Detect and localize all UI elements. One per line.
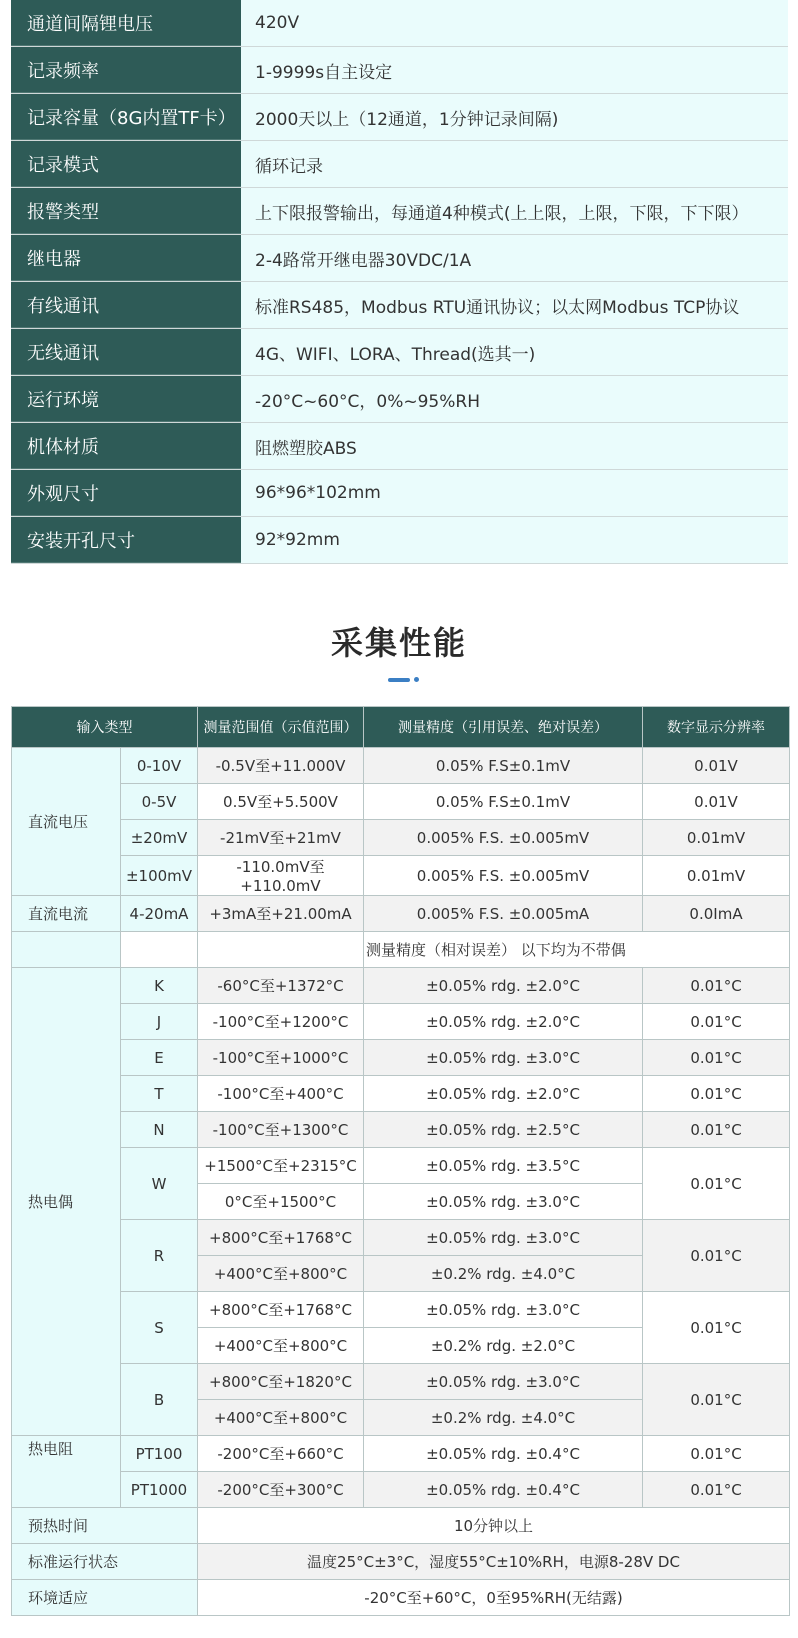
accuracy-cell: ±0.05% rdg. ±3.0°C bbox=[364, 1364, 643, 1400]
spec-row bbox=[11, 188, 788, 235]
title-underline bbox=[388, 678, 410, 682]
spec-value: 2000天以上（12通道，1分钟记录间隔) bbox=[241, 94, 788, 140]
table-row bbox=[12, 820, 790, 856]
spec-value: 标准RS485，Modbus RTU通讯协议；以太网Modbus TCP协议 bbox=[241, 282, 788, 328]
range-cell: -110.0mV至+110.0mV bbox=[198, 856, 364, 896]
sub-type: S bbox=[121, 1292, 198, 1364]
range-cell: +400°C至+800°C bbox=[198, 1256, 364, 1292]
accuracy-cell: 0.005% F.S. ±0.005mV bbox=[364, 820, 643, 856]
sub-type: PT100 bbox=[121, 1436, 198, 1472]
table-row bbox=[12, 784, 790, 820]
accuracy-cell: 0.005% F.S. ±0.005mV bbox=[364, 856, 643, 896]
spec-value: 4G、WIFI、LORA、Thread(选其一) bbox=[241, 329, 788, 375]
accuracy-cell: ±0.05% rdg. ±3.0°C bbox=[364, 1040, 643, 1076]
sub-type: J bbox=[121, 1004, 198, 1040]
accuracy-cell: ±0.05% rdg. ±3.0°C bbox=[364, 1220, 643, 1256]
spec-key: 记录频率 bbox=[11, 47, 241, 93]
empty-cell bbox=[198, 932, 364, 968]
table-row bbox=[12, 1220, 790, 1256]
spec-value: 1-9999s自主设定 bbox=[241, 47, 788, 93]
table-row bbox=[12, 1436, 790, 1472]
spec-key: 运行环境 bbox=[11, 376, 241, 422]
table-row bbox=[12, 896, 790, 932]
header-resolution: 数字显示分辨率 bbox=[643, 707, 790, 748]
spec-table bbox=[11, 0, 788, 564]
table-row bbox=[12, 1364, 790, 1400]
table-row bbox=[12, 748, 790, 784]
spec-row bbox=[11, 47, 788, 94]
category-dc-voltage: 直流电压 bbox=[12, 748, 121, 896]
table-row bbox=[12, 1472, 790, 1508]
accuracy-cell: ±0.05% rdg. ±2.0°C bbox=[364, 1076, 643, 1112]
table-row bbox=[12, 1580, 790, 1616]
resolution-cell: 0.01mV bbox=[643, 856, 790, 896]
label-standard-state: 标准运行状态 bbox=[12, 1544, 198, 1580]
label-preheat: 预热时间 bbox=[12, 1508, 198, 1544]
range-cell: -200°C至+660°C bbox=[198, 1436, 364, 1472]
table-header-row bbox=[12, 707, 790, 748]
performance-table bbox=[11, 706, 790, 1616]
resolution-cell: 0.01°C bbox=[643, 1148, 790, 1220]
range-cell: -100°C至+1000°C bbox=[198, 1040, 364, 1076]
resolution-cell: 0.01°C bbox=[643, 1040, 790, 1076]
header-accuracy: 测量精度（引用误差、绝对误差） bbox=[364, 707, 643, 748]
table-row bbox=[12, 1040, 790, 1076]
range-cell: +800°C至+1820°C bbox=[198, 1364, 364, 1400]
spec-row bbox=[11, 235, 788, 282]
table-row bbox=[12, 856, 790, 896]
range-cell: -60°C至+1372°C bbox=[198, 968, 364, 1004]
title-dot bbox=[414, 677, 419, 682]
category-thermocouple: 热电偶 bbox=[12, 968, 121, 1436]
range-cell: -200°C至+300°C bbox=[198, 1472, 364, 1508]
spec-key: 外观尺寸 bbox=[11, 470, 241, 516]
label-environment: 环境适应 bbox=[12, 1580, 198, 1616]
table-row bbox=[12, 1292, 790, 1328]
sub-type: B bbox=[121, 1364, 198, 1436]
resolution-cell: 0.01°C bbox=[643, 1364, 790, 1436]
spec-key: 记录模式 bbox=[11, 141, 241, 187]
sub-type: E bbox=[121, 1040, 198, 1076]
spec-value: 92*92mm bbox=[241, 517, 788, 563]
table-row bbox=[12, 1076, 790, 1112]
category-dc-current: 直流电流 bbox=[12, 896, 121, 932]
table-row bbox=[12, 1148, 790, 1184]
spec-row bbox=[11, 423, 788, 470]
resolution-cell: 0.01°C bbox=[643, 1004, 790, 1040]
accuracy-cell: ±0.05% rdg. ±2.5°C bbox=[364, 1112, 643, 1148]
accuracy-cell: ±0.2% rdg. ±2.0°C bbox=[364, 1328, 643, 1364]
accuracy-cell: ±0.2% rdg. ±4.0°C bbox=[364, 1400, 643, 1436]
range-cell: +1500°C至+2315°C bbox=[198, 1148, 364, 1184]
value-standard-state: 温度25°C±3°C，湿度55°C±10%RH，电源8-28V DC bbox=[198, 1544, 790, 1580]
range-cell: +800°C至+1768°C bbox=[198, 1220, 364, 1256]
resolution-cell: 0.01V bbox=[643, 748, 790, 784]
accuracy-cell: 0.05% F.S±0.1mV bbox=[364, 748, 643, 784]
accuracy-cell: ±0.05% rdg. ±3.5°C bbox=[364, 1148, 643, 1184]
spec-key: 继电器 bbox=[11, 235, 241, 281]
accuracy-cell: ±0.05% rdg. ±0.4°C bbox=[364, 1472, 643, 1508]
spec-key: 记录容量（8G内置TF卡） bbox=[11, 94, 241, 140]
sub-type: T bbox=[121, 1076, 198, 1112]
accuracy-cell: ±0.05% rdg. ±0.4°C bbox=[364, 1436, 643, 1472]
spec-value: 循环记录 bbox=[241, 141, 788, 187]
value-environment: -20°C至+60°C，0至95%RH(无结露) bbox=[198, 1580, 790, 1616]
accuracy-cell: ±0.2% rdg. ±4.0°C bbox=[364, 1256, 643, 1292]
range-cell: -21mV至+21mV bbox=[198, 820, 364, 856]
spec-key: 安装开孔尺寸 bbox=[11, 517, 241, 563]
accuracy-cell: 0.005% F.S. ±0.005mA bbox=[364, 896, 643, 932]
header-range: 测量范围值（示值范围） bbox=[198, 707, 364, 748]
header-input-type: 输入类型 bbox=[12, 707, 198, 748]
sub-type: R bbox=[121, 1220, 198, 1292]
range-cell: -100°C至+1200°C bbox=[198, 1004, 364, 1040]
range-cell: 0°C至+1500°C bbox=[198, 1184, 364, 1220]
range-cell: -100°C至+1300°C bbox=[198, 1112, 364, 1148]
accuracy-cell: ±0.05% rdg. ±2.0°C bbox=[364, 1004, 643, 1040]
spec-value: 上下限报警输出，每通道4种模式(上上限，上限，下限，下下限） bbox=[241, 188, 788, 234]
accuracy-cell: ±0.05% rdg. ±3.0°C bbox=[364, 1292, 643, 1328]
resolution-cell: 0.01°C bbox=[643, 1436, 790, 1472]
accuracy-cell: ±0.05% rdg. ±3.0°C bbox=[364, 1184, 643, 1220]
resolution-cell: 0.01mV bbox=[643, 820, 790, 856]
sub-type: N bbox=[121, 1112, 198, 1148]
spec-value: -20°C~60°C，0%~95%RH bbox=[241, 376, 788, 422]
sub-type: K bbox=[121, 968, 198, 1004]
spec-key: 有线通讯 bbox=[11, 282, 241, 328]
range-cell: +400°C至+800°C bbox=[198, 1400, 364, 1436]
sub-type: 0-5V bbox=[121, 784, 198, 820]
range-cell: 0.5V至+5.500V bbox=[198, 784, 364, 820]
spec-row bbox=[11, 0, 788, 47]
resolution-cell: 0.01°C bbox=[643, 1220, 790, 1292]
spec-key: 机体材质 bbox=[11, 423, 241, 469]
spec-row bbox=[11, 376, 788, 423]
spec-row bbox=[11, 329, 788, 376]
spec-row bbox=[11, 470, 788, 517]
table-row bbox=[12, 1544, 790, 1580]
table-row bbox=[12, 1004, 790, 1040]
spec-key: 通道间隔锂电压 bbox=[11, 0, 241, 46]
spec-key: 报警类型 bbox=[11, 188, 241, 234]
resolution-cell: 0.01°C bbox=[643, 1292, 790, 1364]
table-row bbox=[12, 968, 790, 1004]
range-cell: +3mA至+21.00mA bbox=[198, 896, 364, 932]
range-cell: -0.5V至+11.000V bbox=[198, 748, 364, 784]
spec-row bbox=[11, 517, 788, 564]
sub-type: 4-20mA bbox=[121, 896, 198, 932]
accuracy-cell: 0.05% F.S±0.1mV bbox=[364, 784, 643, 820]
section-title: 采集性能 bbox=[330, 624, 467, 662]
sub-type: 0-10V bbox=[121, 748, 198, 784]
spec-key: 无线通讯 bbox=[11, 329, 241, 375]
table-row bbox=[12, 1508, 790, 1544]
sub-type: PT1000 bbox=[121, 1472, 198, 1508]
spec-value: 420V bbox=[241, 0, 788, 46]
spec-value: 96*96*102mm bbox=[241, 470, 788, 516]
value-preheat: 10分钟以上 bbox=[198, 1508, 790, 1544]
range-cell: -100°C至+400°C bbox=[198, 1076, 364, 1112]
range-cell: +800°C至+1768°C bbox=[198, 1292, 364, 1328]
resolution-cell: 0.01°C bbox=[643, 1076, 790, 1112]
resolution-cell: 0.01V bbox=[643, 784, 790, 820]
accuracy-cell: ±0.05% rdg. ±2.0°C bbox=[364, 968, 643, 1004]
note-cell: 测量精度（相对误差） 以下均为不带偶 bbox=[364, 932, 790, 968]
resolution-cell: 0.0ImA bbox=[643, 896, 790, 932]
empty-cell bbox=[121, 932, 198, 968]
table-row bbox=[12, 932, 790, 968]
sub-type: ±20mV bbox=[121, 820, 198, 856]
empty-cell bbox=[12, 932, 121, 968]
resolution-cell: 0.01°C bbox=[643, 968, 790, 1004]
table-row bbox=[12, 1112, 790, 1148]
resolution-cell: 0.01°C bbox=[643, 1112, 790, 1148]
resolution-cell: 0.01°C bbox=[643, 1472, 790, 1508]
sub-type: ±100mV bbox=[121, 856, 198, 896]
spec-value: 阻燃塑胶ABS bbox=[241, 423, 788, 469]
spec-value: 2-4路常开继电器30VDC/1A bbox=[241, 235, 788, 281]
category-rtd: 热电阻 bbox=[12, 1436, 121, 1508]
sub-type: W bbox=[121, 1148, 198, 1220]
spec-row bbox=[11, 141, 788, 188]
spec-row bbox=[11, 282, 788, 329]
range-cell: +400°C至+800°C bbox=[198, 1328, 364, 1364]
spec-row bbox=[11, 94, 788, 141]
